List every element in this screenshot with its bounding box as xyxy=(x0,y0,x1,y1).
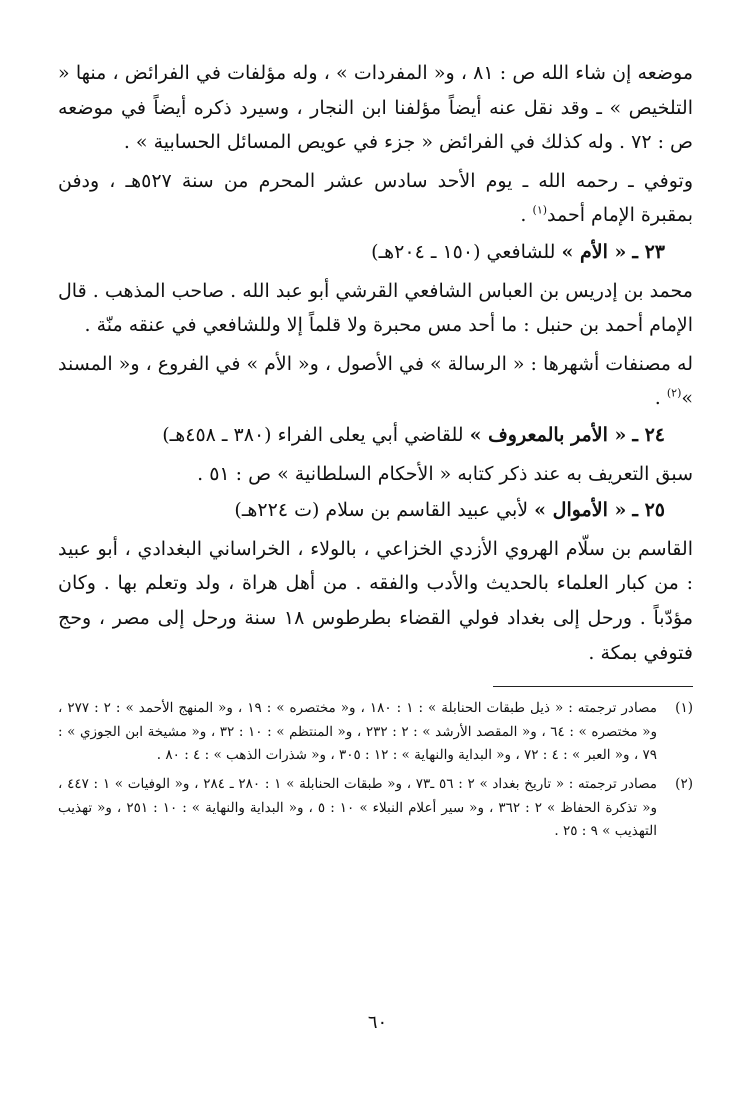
entry-author: للشافعي (١٥٠ ـ ٢٠٤هـ) xyxy=(371,240,562,263)
page-number: ٦٠ xyxy=(367,1012,388,1033)
footnote-ref[interactable]: (١) xyxy=(532,204,548,218)
footnote-text: مصادر ترجمته : « ذيل طبقات الحنابلة » : ١ : ١٨٠ ، و« مختصره » : ١٩ ، و« المنهج الأحمد » : ٢ : ٢٧٧ ، و« مختصره » : ٦٤ ، و« المقصد الأرشد » : ٢ : ٢٣٢ ، و« المنتظم » : ١٠ : ٣٢ ، و« مشيخة ابن الجوزي » : ٧٩ ، و« العبر » : ٤ : ٧٢ ، و« البداية والنهاية » : ١٢ : ٣٠٥ ، و« شذرات الذهب » : ٤ : ٨٠ . xyxy=(58,700,657,763)
entry-number: ٢٥ ـ xyxy=(632,499,665,522)
body-paragraph: القاسم بن سلّام الهروي الأزدي الخزاعي ، بالولاء ، الخراساني البغدادي ، أبو عبيد : من كبار العلماء بالحديث والأدب والفقه . من أهل هراة ، ولد وتعلم بها . وكان مؤدّباً . ورحل إلى بغداد فولي القضاء بطرطوس ١٨ سنة ورحل إلى مصر ، وحج فتوفي بمكة . xyxy=(58,537,693,664)
entry-title: « الأموال » xyxy=(534,499,627,522)
footnote xyxy=(58,773,693,843)
entry-number: ٢٣ ـ xyxy=(632,240,665,263)
entry-author: للقاضي أبي يعلى الفراء (٣٨٠ ـ ٤٥٨هـ) xyxy=(162,423,470,446)
entry-author: لأبي عبيد القاسم بن سلام (ت ٢٢٤هـ) xyxy=(234,499,535,522)
body-paragraph: وتوفي ـ رحمه الله ـ يوم الأحد سادس عشر المحرم من سنة ٥٢٧هـ ، ودفن بمقبرة الإمام أحمد$^{(١)}$ . xyxy=(58,169,693,227)
body-paragraph: موضعه إن شاء الله ص : ٨١ ، و« المفردات » ، وله مؤلفات في الفرائض ، منها « التلخيص » ـ وقد نقل عنه أيضاً مؤلفنا ابن النجار ، وسيرد ذكره أيضاً في موضعه ص : ٧٢ . وله كذلك في الفرائض « جزء في عويص المسائل الحسابية » . xyxy=(58,62,693,154)
body-paragraph: له مصنفات أشهرها : « الرسالة » في الأصول ، و« الأم » في الفروع ، و« المسند »$^{(٢)}$ . xyxy=(58,352,693,410)
footnote-text: مصادر ترجمته : « تاريخ بغداد » ٢ : ٥٦ ـ٧٣ ، و« طبقات الحنابلة » ١ : ٢٨٠ ـ ٢٨٤ ، و« الوفيات » ١ : ٤٤٧ ، و« تذكرة الحفاظ » ٢ : ٣٦٢ ، و« سير أعلام النبلاء » ١٠ : ٥ ، و« البداية والنهاية » : ١٠ : ٢٥١ ، و« تهذيب التهذيب » ٩ : ٢٥ . xyxy=(58,776,658,840)
footnote-ref[interactable]: (٢) xyxy=(666,387,682,401)
body-paragraph: محمد بن إدريس بن العباس الشافعي القرشي أبو عبد الله . صاحب المذهب . قال الإمام أحمد بن حنبل : ما أحد مس محبرة ولا قلماً إلا وللشافعي في عنقه منّة . xyxy=(58,279,693,337)
entry-number: ٢٤ ـ xyxy=(632,423,665,446)
entry-title: « الأم » xyxy=(561,240,627,263)
entry-heading xyxy=(58,493,693,528)
footnote-divider xyxy=(493,686,693,687)
footnote-number: (١) xyxy=(675,700,693,717)
body-paragraph: سبق التعريف به عند ذكر كتابه « الأحكام السلطانية » ص : ٥١ . xyxy=(197,462,693,485)
entry-heading xyxy=(58,418,693,453)
footnote xyxy=(58,697,693,767)
entry-heading xyxy=(58,235,693,270)
entry-title: « الأمر بالمعروف » xyxy=(469,423,627,446)
footnote-number: (٢) xyxy=(675,776,693,793)
